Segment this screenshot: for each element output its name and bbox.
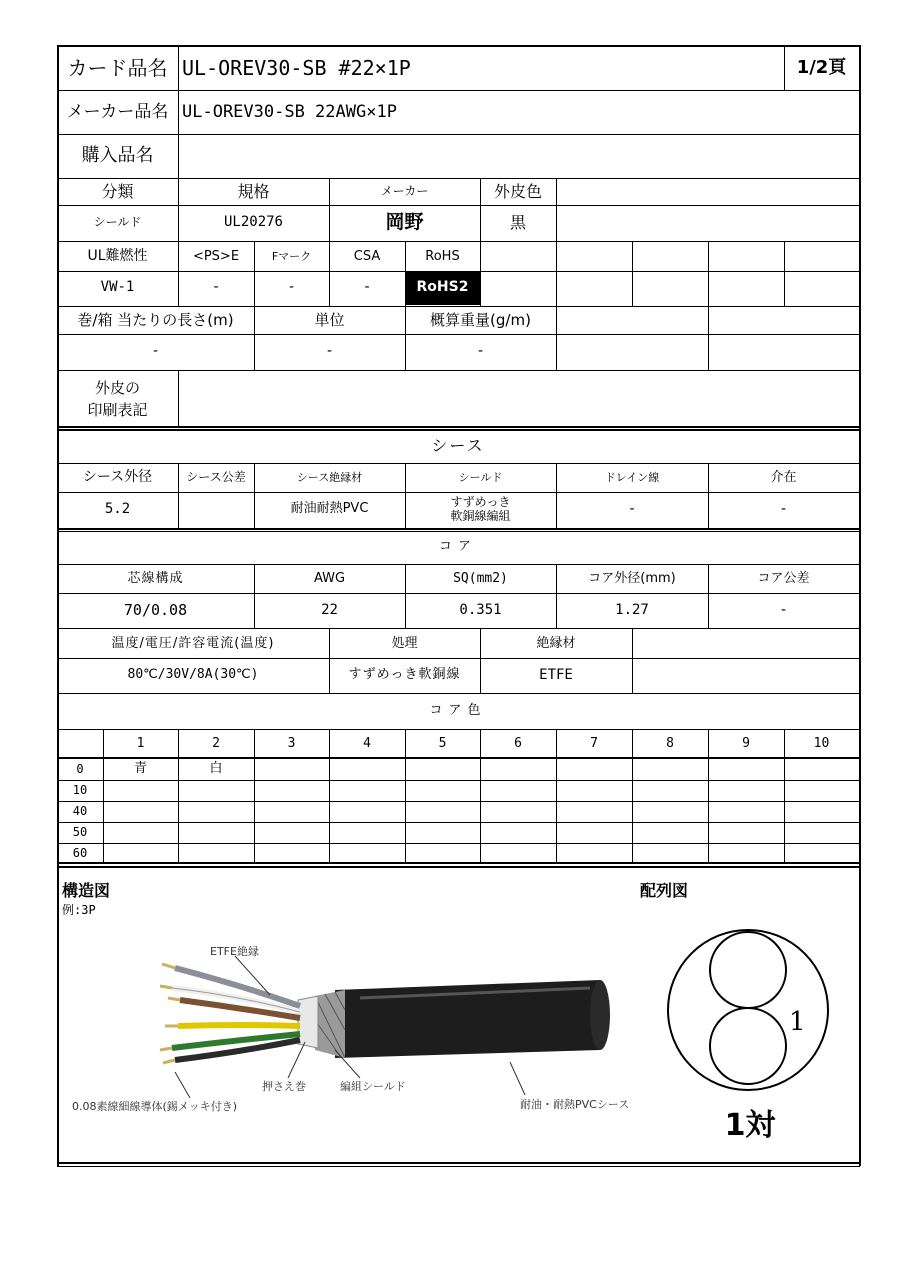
- sheath-od-value: 5.2: [104, 500, 131, 517]
- print-marking-label-line1: 外皮の: [94, 378, 140, 397]
- structure-title: 構造図: [62, 881, 111, 901]
- ul-flame-value: VW-1: [100, 279, 135, 296]
- sheath-material-label: シース絶縁材: [296, 470, 363, 484]
- strand-value: 70/0.08: [123, 601, 188, 620]
- core-color-col-7: 7: [590, 735, 598, 751]
- awg-label: AWG: [313, 571, 346, 587]
- core-color-row-label: 60: [72, 845, 88, 860]
- strand-label: 芯線構成: [127, 571, 184, 587]
- sheath-tol-label: シース公差: [186, 470, 246, 485]
- pse-label: <PS>E: [192, 248, 240, 264]
- shield-value-line2: 軟銅線編組: [450, 508, 511, 523]
- cable-illustration: [160, 956, 610, 1098]
- core-color-col-9: 9: [742, 735, 750, 751]
- core-color-col-4: 4: [363, 735, 371, 751]
- core-title: コア: [438, 538, 477, 554]
- awg-value: 22: [321, 601, 338, 618]
- label-sheath: 耐油・耐熱PVCシース: [520, 1098, 630, 1111]
- sheath-title: シース: [431, 436, 485, 456]
- drain-value: -: [629, 500, 635, 517]
- maker-name-label: メーカー品名: [66, 101, 169, 122]
- core-color-row-label: 40: [72, 803, 88, 818]
- label-shield: 編組シールド: [340, 1080, 406, 1093]
- sheath-color-value: 黒: [509, 212, 526, 232]
- standard-value: UL20276: [223, 213, 283, 230]
- sheath-od-label: シース外径: [82, 469, 153, 486]
- label-insulation: ETFE絶縁: [210, 945, 259, 958]
- treatment-value: すずめっき軟銅線: [348, 667, 461, 683]
- unit-value: -: [326, 342, 333, 359]
- maker-value: 岡野: [385, 211, 424, 234]
- sq-label: SQ(mm2): [453, 571, 508, 587]
- core-color-value: 白: [209, 761, 223, 777]
- f-mark-label: Fマーク: [271, 249, 312, 263]
- arrangement-title: 配列図: [640, 881, 689, 901]
- label-conductor: 0.08素線細線導体(錫メッキ付き): [72, 1100, 238, 1113]
- standard-label: 規格: [237, 182, 270, 202]
- core-color-col-8: 8: [666, 735, 674, 751]
- treatment-label: 処理: [391, 635, 418, 651]
- insulation-label: 絶縁材: [536, 635, 576, 651]
- temp-value: 80℃/30V/8A(30℃): [127, 667, 259, 683]
- structure-example: 例:3P: [62, 903, 96, 918]
- core-tol-label: コア公差: [757, 571, 810, 587]
- core-od-value: 1.27: [615, 601, 649, 618]
- sheath-color-label: 外皮色: [493, 182, 542, 202]
- pair-caption: 1対: [724, 1108, 776, 1143]
- shield-label: シールド: [458, 470, 503, 484]
- pse-value: -: [213, 279, 219, 296]
- classification-label: 分類: [101, 182, 134, 202]
- purchase-name-label: 購入品名: [81, 144, 154, 166]
- length-label: 巻/箱 当たりの長さ(m): [77, 311, 234, 330]
- csa-label: CSA: [353, 248, 381, 264]
- drain-label: ドレイン線: [604, 470, 660, 484]
- f-mark-value: -: [288, 279, 295, 296]
- core-circle-top: [710, 932, 786, 1008]
- length-value: -: [152, 342, 159, 359]
- classification-value: シールド: [93, 214, 142, 229]
- csa-value: -: [364, 279, 370, 296]
- core-color-row-label: 10: [72, 782, 88, 797]
- temp-label: 温度/電圧/許容電流(温度): [111, 635, 275, 651]
- unit-label: 単位: [314, 311, 345, 330]
- core-color-title: コア色: [429, 702, 487, 718]
- core-color-row-label: 0: [76, 761, 84, 776]
- core-od-label: コア外径(mm): [588, 571, 676, 587]
- shield-value-line1: すずめっき: [450, 495, 511, 510]
- maker-name-value: UL-OREV30-SB 22AWG×1P: [182, 101, 397, 122]
- core-circle-bottom: [710, 1008, 786, 1084]
- sq-value: 0.351: [459, 601, 502, 618]
- core-color-col-6: 6: [514, 735, 522, 751]
- print-marking-label-line2: 印刷表記: [87, 401, 148, 419]
- pair-number: 1: [789, 1007, 806, 1037]
- maker-label: メーカー: [380, 184, 429, 199]
- insulation-value: ETFE: [539, 666, 573, 683]
- rohs-value: RoHS2: [405, 271, 480, 305]
- weight-value: -: [477, 342, 484, 359]
- card-name-value: UL-OREV30-SB #22×1P: [182, 56, 411, 80]
- label-wrap: 押さえ巻: [262, 1080, 306, 1093]
- page-number: 1/2頁: [796, 57, 847, 79]
- core-color-col-2: 2: [212, 735, 220, 751]
- core-color-col-1: 1: [136, 735, 145, 751]
- card-name-label: カード品名: [67, 56, 168, 80]
- core-color-row-label: 50: [72, 824, 88, 839]
- weight-label: 概算重量(g/m): [430, 311, 531, 330]
- core-tol-value: -: [780, 601, 787, 618]
- core-color-col-5: 5: [438, 735, 447, 751]
- filler-label: 介在: [770, 469, 797, 485]
- filler-value: -: [780, 500, 787, 517]
- core-color-value: 青: [133, 761, 147, 777]
- ul-flame-label: UL難燃性: [87, 248, 148, 265]
- core-color-col-10: 10: [813, 735, 830, 751]
- rohs-label: RoHS: [425, 248, 460, 264]
- core-color-col-3: 3: [287, 735, 296, 751]
- sheath-material-value: 耐油耐熱PVC: [290, 501, 369, 517]
